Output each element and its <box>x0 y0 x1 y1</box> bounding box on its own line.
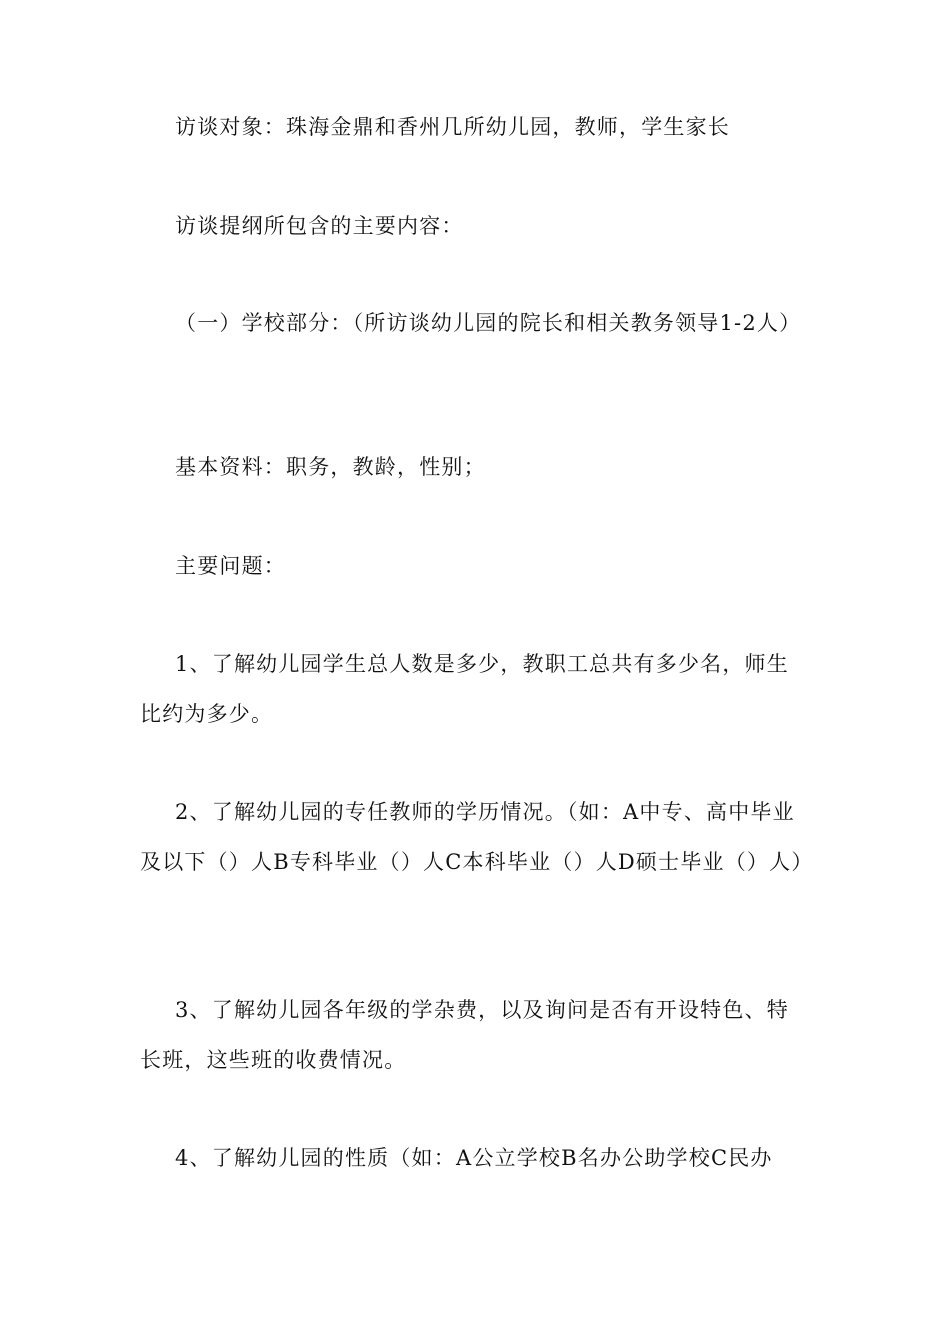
question-1: 1、了解幼儿园学生总人数是多少，教职工总共有多少名，师生比约为多少。 <box>140 652 789 726</box>
paragraph-basic-info: 基本资料：职务，教龄，性别； <box>175 455 486 479</box>
question-2: 2、了解幼儿园的专任教师的学历情况。（如：A中专、高中毕业及以下（）人B专科毕业（）人C本科毕业（）人D硕士毕业（）人） <box>140 800 814 874</box>
paragraph-outline-heading: 访谈提纲所包含的主要内容： <box>175 214 464 238</box>
paragraph-main-questions: 主要问题： <box>175 554 286 578</box>
question-4: 4、了解幼儿园的性质（如：A公立学校B名办公助学校C民办 <box>175 1146 773 1170</box>
paragraph-interview-subjects: 访谈对象：珠海金鼎和香州几所幼儿园，教师，学生家长 <box>175 115 730 139</box>
paragraph-school-section: （一）学校部分：（所访谈幼儿园的院长和相关教务领导1-2人） <box>175 311 802 335</box>
question-3: 3、了解幼儿园各年级的学杂费，以及询问是否有开设特色、特长班，这些班的收费情况。 <box>140 998 789 1072</box>
